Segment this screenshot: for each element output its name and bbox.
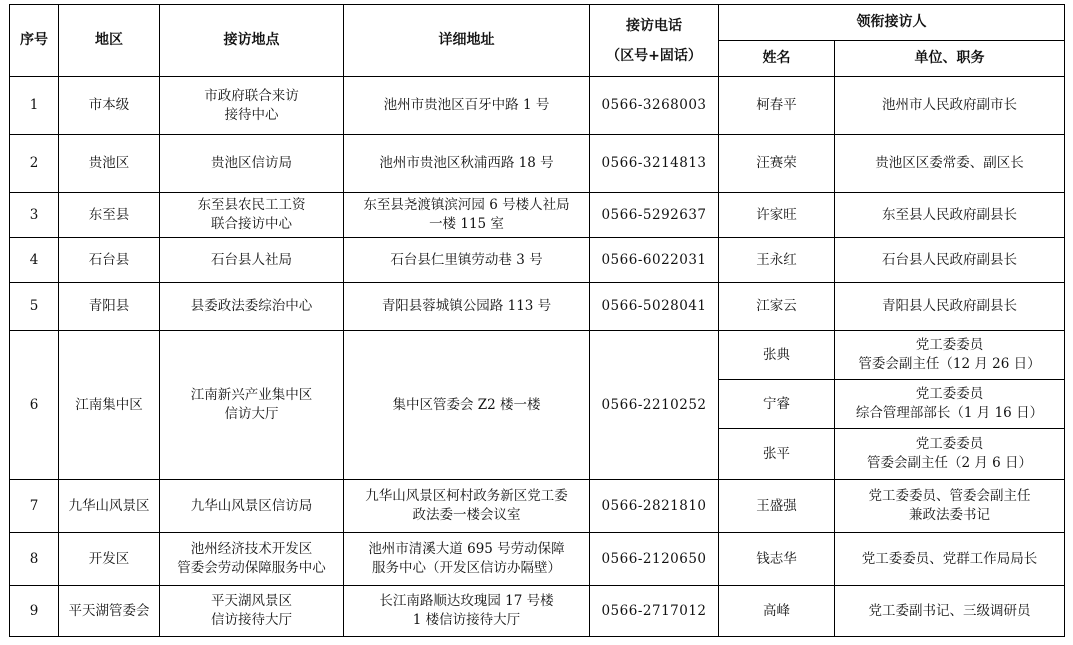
header-leader-group: 领衔接访人 (719, 5, 1065, 41)
cell-location-line1: 市政府联合来访 (204, 87, 299, 104)
cell-address (344, 533, 590, 586)
cell-region: 贵池区 (59, 135, 160, 193)
cell-location: 九华山风景区信访局 (160, 480, 344, 533)
cell-name: 柯春平 (719, 77, 835, 135)
cell-location-line2: 管委会劳动保障服务中心 (177, 560, 326, 576)
cell-phone: 0566-2821810 (590, 480, 719, 533)
cell-address (344, 586, 590, 637)
cell-phone: 0566-2210252 (590, 331, 719, 480)
cell-address-line1: 九华山风景区柯村政务新区党工委 (365, 488, 568, 504)
cell-address: 青阳县蓉城镇公园路 113 号 (344, 283, 590, 331)
table-row (10, 331, 1065, 380)
cell-seq: 6 (10, 331, 59, 480)
cell-phone: 0566-3268003 (590, 77, 719, 135)
header-unit: 单位、职务 (835, 41, 1065, 77)
cell-name: 江家云 (719, 283, 835, 331)
cell-seq: 9 (10, 586, 59, 637)
cell-phone: 0566-5292637 (590, 193, 719, 238)
cell-unit-line2: 兼政法委书记 (909, 507, 990, 523)
cell-name: 高峰 (719, 586, 835, 637)
table-row (10, 135, 1065, 193)
cell-unit: 党工委副书记、三级调研员 (835, 586, 1065, 637)
cell-unit-line2: 管委会副主任（2 月 6 日） (866, 455, 1033, 471)
header-name: 姓名 (719, 41, 835, 77)
cell-unit-line2: 管委会副主任（12 月 26 日） (858, 356, 1041, 372)
reception-table (9, 4, 1065, 637)
cell-region: 江南集中区 (59, 331, 160, 480)
cell-location-line1: 东至县农民工工资 (197, 197, 306, 213)
table-row (10, 586, 1065, 637)
cell-unit: 石台县人民政府副县长 (835, 238, 1065, 283)
cell-unit: 党工委委员、党群工作局局长 (835, 533, 1065, 586)
cell-seq: 4 (10, 238, 59, 283)
cell-address (344, 480, 590, 533)
cell-phone: 0566-5028041 (590, 283, 719, 331)
reception-table-wrapper (9, 4, 1065, 637)
header-phone-line1: 接访电话 (626, 17, 682, 34)
cell-address-line2: 政法委一楼会议室 (412, 507, 521, 523)
cell-location (160, 77, 344, 135)
cell-address: 石台县仁里镇劳动巷 3 号 (344, 238, 590, 283)
cell-seq: 2 (10, 135, 59, 193)
cell-name: 汪赛荣 (719, 135, 835, 193)
cell-location (160, 533, 344, 586)
cell-unit (835, 331, 1065, 380)
cell-region: 平天湖管委会 (59, 586, 160, 637)
cell-region: 东至县 (59, 193, 160, 238)
cell-location: 石台县人社局 (160, 238, 344, 283)
cell-unit-line2: 综合管理部部长（1 月 16 日） (855, 405, 1044, 421)
cell-phone: 0566-2717012 (590, 586, 719, 637)
cell-location: 县委政法委综治中心 (160, 283, 344, 331)
cell-phone: 0566-3214813 (590, 135, 719, 193)
cell-unit-line1: 党工委委员 (915, 337, 984, 353)
table-row (10, 77, 1065, 135)
cell-unit: 贵池区区委常委、副区长 (835, 135, 1065, 193)
cell-address-line2: 服务中心（开发区信访办隔壁） (372, 560, 561, 576)
table-row (10, 283, 1065, 331)
cell-seq: 5 (10, 283, 59, 331)
cell-unit: 东至县人民政府副县长 (835, 193, 1065, 238)
cell-location-line1: 江南新兴产业集中区 (190, 387, 313, 403)
header-phone (590, 5, 719, 77)
header-seq: 序号 (10, 5, 59, 77)
cell-location-line2: 接待中心 (224, 106, 279, 123)
cell-unit: 池州市人民政府副市长 (835, 77, 1065, 135)
cell-region: 石台县 (59, 238, 160, 283)
header-region: 地区 (59, 5, 160, 77)
table-row (10, 533, 1065, 586)
cell-seq: 7 (10, 480, 59, 533)
cell-location-line1: 平天湖风景区 (211, 593, 292, 609)
cell-unit: 青阳县人民政府副县长 (835, 283, 1065, 331)
cell-name: 张典 (719, 331, 835, 380)
header-location: 接访地点 (160, 5, 344, 77)
cell-address: 池州市贵池区秋浦西路 18 号 (344, 135, 590, 193)
cell-seq: 3 (10, 193, 59, 238)
cell-address (344, 193, 590, 238)
cell-location-line1: 池州经济技术开发区 (190, 541, 313, 557)
cell-seq: 1 (10, 77, 59, 135)
cell-unit (835, 380, 1065, 429)
cell-name: 王盛强 (719, 480, 835, 533)
cell-location (160, 331, 344, 480)
cell-region: 开发区 (59, 533, 160, 586)
cell-address: 集中区管委会 Z2 楼一楼 (344, 331, 590, 480)
cell-unit (835, 480, 1065, 533)
cell-phone: 0566-2120650 (590, 533, 719, 586)
cell-address-line1: 东至县尧渡镇滨河园 6 号楼人社局 (363, 197, 570, 213)
cell-region: 九华山风景区 (59, 480, 160, 533)
cell-seq: 8 (10, 533, 59, 586)
cell-address: 池州市贵池区百牙中路 1 号 (344, 77, 590, 135)
cell-address-line2: 1 楼信访接待大厅 (412, 612, 521, 628)
cell-location-line2: 联合接访中心 (211, 216, 292, 232)
cell-unit-line1: 党工委委员、管委会副主任 (868, 488, 1031, 504)
cell-location: 贵池区信访局 (160, 135, 344, 193)
cell-unit-line1: 党工委委员 (915, 436, 984, 452)
cell-name: 钱志华 (719, 533, 835, 586)
cell-location (160, 586, 344, 637)
header-phone-line2: （区号+固话） (606, 47, 702, 64)
cell-region: 市本级 (59, 77, 160, 135)
cell-name: 宁睿 (719, 380, 835, 429)
cell-location-line2: 信访大厅 (224, 406, 279, 422)
table-row (10, 480, 1065, 533)
cell-location (160, 193, 344, 238)
cell-name: 王永红 (719, 238, 835, 283)
cell-unit (835, 429, 1065, 480)
cell-region: 青阳县 (59, 283, 160, 331)
table-row (10, 238, 1065, 283)
cell-phone: 0566-6022031 (590, 238, 719, 283)
header-address: 详细地址 (344, 5, 590, 77)
cell-address-line2: 一楼 115 室 (429, 216, 504, 232)
cell-location-line2: 信访接待大厅 (211, 612, 292, 628)
cell-address-line1: 池州市清溪大道 695 号劳动保障 (368, 541, 565, 557)
cell-name: 许家旺 (719, 193, 835, 238)
cell-unit-line1: 党工委委员 (915, 386, 984, 402)
cell-address-line1: 长江南路顺达玫瑰园 17 号楼 (379, 593, 554, 609)
table-row (10, 193, 1065, 238)
cell-name: 张平 (719, 429, 835, 480)
